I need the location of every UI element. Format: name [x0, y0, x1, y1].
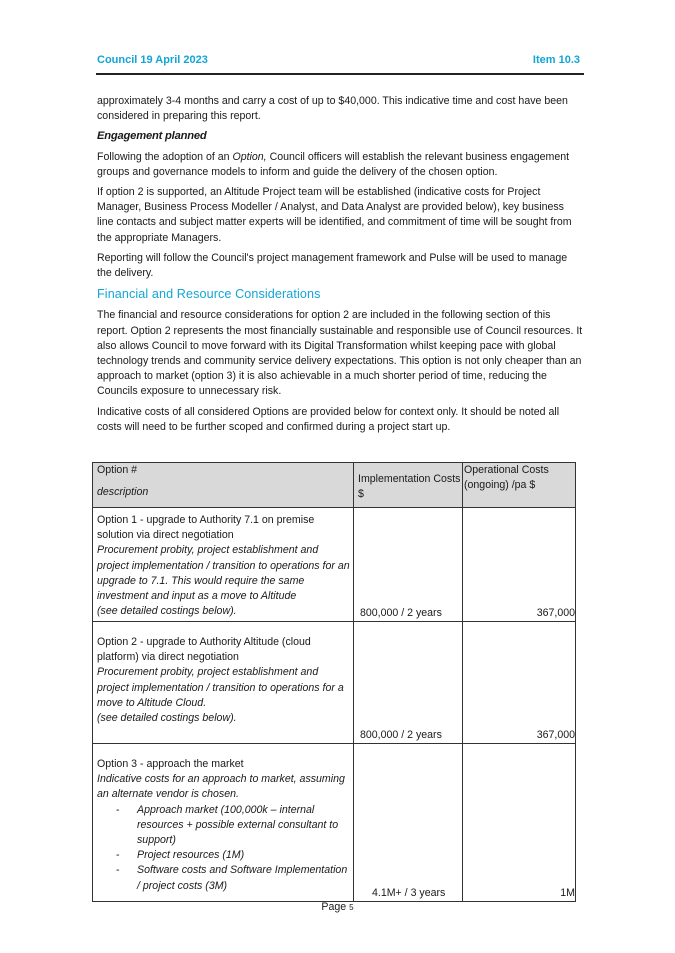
paragraph-cost-carryover: approximately 3-4 months and carry a cost of up to $40,000. This indicative time and cost have been considered in preparing this report.	[97, 95, 568, 123]
paragraph-indicative-costs: Indicative costs of all considered Options are provided below for context only. It should be noted all costs will need to be further scoped and confirmed during a project start up.	[97, 405, 560, 433]
body-content	[97, 94, 583, 440]
option1-title: Option 1 - upgrade to Authority 7.1 on premise solution via direct negotiation	[97, 514, 315, 542]
page-label: Page	[321, 901, 347, 913]
paragraph-project-team: If option 2 is supported, an Altitude Project team will be established (indicative costs for Project Manager, Business Process Modeller / Analyst, and Data Analyst are provided below), key business line contacts and subject matter experts will be identified, and commitment of time will be sought from the appropriate Managers.	[97, 186, 572, 244]
option2-desc: Procurement probity, project establishment and project implementation / transition to operations for a move to Altitude Cloud.	[97, 666, 344, 709]
option2-cell	[93, 622, 354, 744]
option3-title: Option 3 - approach the market	[97, 758, 244, 770]
option3-cell	[93, 744, 354, 902]
page-footer	[0, 901, 675, 913]
page-number: 5	[349, 903, 354, 912]
option1-note: (see detailed costings below).	[97, 605, 237, 618]
option2-title: Option 2 - upgrade to Authority Altitude (cloud platform) via direct negotiation	[97, 636, 311, 664]
table-row	[93, 622, 576, 744]
meeting-date: Council 19 April 2023	[97, 54, 208, 66]
header-ops-cell	[463, 463, 576, 508]
engagement-heading: Engagement planned	[97, 130, 207, 143]
header-option-cell	[93, 463, 354, 508]
option1-desc: Procurement probity, project establishment and project implementation / transition to operations for an upgrade to 7.1. This would require the same investment and input as a move to Altitude	[97, 544, 350, 603]
p1-post: Council officers will establish the relevant business engagement groups and governance models to inform and guide the delivery of the chosen option.	[97, 150, 570, 178]
option3-desc: Indicative costs for an approach to market, assuming an alternate vendor is chosen.	[97, 773, 345, 801]
header-impl: Implementation Costs $	[358, 472, 461, 500]
list-item: - Software costs and Software Implementation / project costs (3M)	[137, 863, 352, 893]
header-description: description	[97, 486, 149, 499]
options-cost-table	[92, 462, 576, 902]
table-row	[93, 744, 576, 902]
paragraph-financial: The financial and resource considerations for option 2 are included in the following section of this report. Option 2 represents the most financially sustainable and responsible use of Council resources. It also allows Council to move forward with its Digital Transformation whilst keeping pace with global technology trends and community service delivery expectations. This option is not only cheaper than an approach to market (option 3) it is also achievable in a much shorter period of time, reducing the Councils exposure to unnecessary risk.	[97, 309, 583, 398]
p1-pre: Following the adoption of an	[97, 150, 233, 163]
option3-impl: 4.1M+ / 3 years	[354, 744, 463, 902]
option3-bullets	[97, 803, 352, 894]
option1-ops: 367,000	[463, 508, 576, 622]
table-header-row	[93, 463, 576, 508]
list-item: - Approach market (100,000k – internal resources + possible external consultant to support)	[137, 803, 352, 849]
header-ops: Operational Costs (ongoing) /pa $	[464, 464, 549, 492]
header-option: Option #	[97, 464, 138, 476]
option2-impl: 800,000 / 2 years	[354, 622, 463, 744]
option3-ops: 1M	[463, 744, 576, 902]
paragraph-reporting: Reporting will follow the Council's project management framework and Pulse will be used to manage the delivery.	[97, 251, 568, 280]
paragraph-engagement	[97, 150, 583, 180]
header-impl-cell	[354, 463, 463, 508]
option2-note: (see detailed costings below).	[97, 712, 237, 725]
p1-option: Option,	[232, 150, 267, 163]
page-header	[96, 53, 584, 75]
section-heading-financial: Financial and Resource Considerations	[97, 287, 321, 302]
table-row	[93, 508, 576, 622]
item-number: Item 10.3	[532, 54, 580, 66]
list-item: - Project resources (1M)	[137, 848, 352, 863]
option2-ops: 367,000	[463, 622, 576, 744]
option1-cell	[93, 508, 354, 622]
option1-impl: 800,000 / 2 years	[354, 508, 463, 622]
